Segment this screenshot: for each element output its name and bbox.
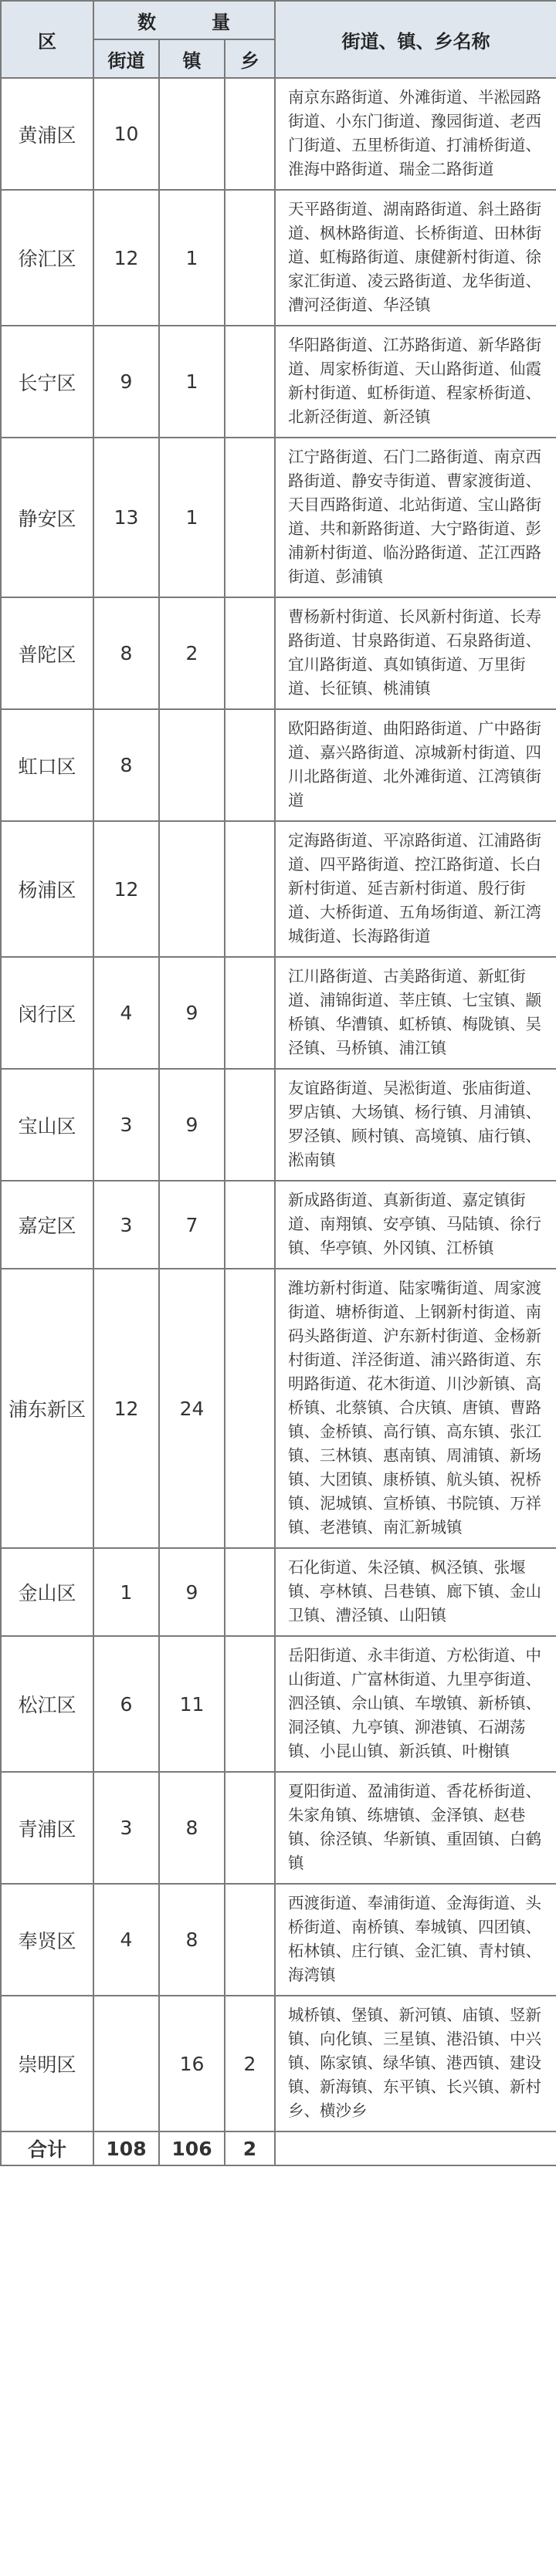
district-cell: 金山区 [1, 1548, 93, 1636]
zhen-count-cell: 9 [159, 957, 225, 1069]
total-row [1, 2131, 556, 2165]
zhen-count-cell: 9 [159, 1548, 225, 1636]
xiang-count-cell [225, 1069, 275, 1181]
table-footer [1, 2131, 556, 2165]
zhen-header: 镇 [159, 39, 225, 78]
zhen-count-cell: 11 [159, 1636, 225, 1772]
table-row [1, 821, 556, 957]
xiang-count-cell [225, 709, 275, 821]
names-cell: 江宁路街道、石门二路街道、南京西路街道、静安寺街道、曹家渡街道、天目西路街道、北站街道、宝山路街道、共和新路街道、大宁路街道、彭浦新村街道、临汾路街道、芷江西路街道、彭浦镇 [275, 438, 556, 597]
names-cell: 天平路街道、湖南路街道、斜土路街道、枫林路街道、长桥街道、田林街道、虹梅路街道、康健新村街道、徐家汇街道、凌云路街道、龙华街道、漕河泾街道、华泾镇 [275, 190, 556, 326]
district-cell: 崇明区 [1, 1996, 93, 2131]
names-cell: 友谊路街道、吴淞街道、张庙街道、罗店镇、大场镇、杨行镇、月浦镇、罗泾镇、顾村镇、高境镇、庙行镇、淞南镇 [275, 1069, 556, 1181]
table-row [1, 1548, 556, 1636]
names-cell: 南京东路街道、外滩街道、半淞园路街道、小东门街道、豫园街道、老西门街道、五里桥街道、打浦桥街道、淮海中路街道、瑞金二路街道 [275, 78, 556, 190]
names-cell: 江川路街道、古美路街道、新虹街道、浦锦街道、莘庄镇、七宝镇、颛桥镇、华漕镇、虹桥镇、梅陇镇、吴泾镇、马桥镇、浦江镇 [275, 957, 556, 1069]
zhen-count-cell: 9 [159, 1069, 225, 1181]
zhen-count-cell: 2 [159, 597, 225, 709]
names-cell: 潍坊新村街道、陆家嘴街道、周家渡街道、塘桥街道、上钢新村街道、南码头路街道、沪东新村街道、金杨新村街道、洋泾街道、浦兴路街道、东明路街道、花木街道、川沙新镇、高桥镇、北蔡镇、合庆镇、唐镇、曹路镇、金桥镇、高行镇、高东镇、张江镇、三林镇、惠南镇、周浦镇、新场镇、大团镇、康桥镇、航头镇、祝桥镇、泥城镇、宣桥镇、书院镇、万祥镇、老港镇、南汇新城镇 [275, 1269, 556, 1548]
total-jiedao: 108 [93, 2131, 159, 2165]
names-header: 街道、镇、乡名称 [275, 1, 556, 78]
zhen-count-cell [159, 709, 225, 821]
xiang-count-cell: 2 [225, 1996, 275, 2131]
names-cell: 曹杨新村街道、长风新村街道、长寿路街道、甘泉路街道、石泉路街道、宜川路街道、真如镇街道、万里街道、长征镇、桃浦镇 [275, 597, 556, 709]
table-row [1, 78, 556, 190]
jiedao-count-cell: 8 [93, 709, 159, 821]
district-cell: 松江区 [1, 1636, 93, 1772]
names-cell: 西渡街道、奉浦街道、金海街道、头桥街道、南桥镇、奉城镇、四团镇、柘林镇、庄行镇、金汇镇、青村镇、海湾镇 [275, 1884, 556, 1996]
jiedao-count-cell: 3 [93, 1069, 159, 1181]
table-row [1, 709, 556, 821]
district-cell: 徐汇区 [1, 190, 93, 326]
district-cell: 虹口区 [1, 709, 93, 821]
jiedao-header: 街道 [93, 39, 159, 78]
names-cell: 石化街道、朱泾镇、枫泾镇、张堰镇、亭林镇、吕巷镇、廊下镇、金山卫镇、漕泾镇、山阳镇 [275, 1548, 556, 1636]
names-cell: 新成路街道、真新街道、嘉定镇街道、南翔镇、安亭镇、马陆镇、徐行镇、华亭镇、外冈镇、江桥镇 [275, 1181, 556, 1269]
table-row [1, 190, 556, 326]
table-row [1, 1884, 556, 1996]
district-cell: 奉贤区 [1, 1884, 93, 1996]
jiedao-count-cell: 4 [93, 957, 159, 1069]
table-row [1, 1181, 556, 1269]
district-cell: 长宁区 [1, 326, 93, 438]
total-label: 合计 [1, 2131, 93, 2165]
district-header: 区 [1, 1, 93, 78]
table-row [1, 1636, 556, 1772]
district-cell: 黄浦区 [1, 78, 93, 190]
xiang-count-cell [225, 190, 275, 326]
table-row [1, 1069, 556, 1181]
total-names [275, 2131, 556, 2165]
xiang-count-cell [225, 821, 275, 957]
xiang-count-cell [225, 326, 275, 438]
xiang-count-cell [225, 957, 275, 1069]
table-body [1, 78, 556, 2131]
names-cell: 城桥镇、堡镇、新河镇、庙镇、竖新镇、向化镇、三星镇、港沿镇、中兴镇、陈家镇、绿华镇、港西镇、建设镇、新海镇、东平镇、长兴镇、新村乡、横沙乡 [275, 1996, 556, 2131]
table-row [1, 326, 556, 438]
names-cell: 定海路街道、平凉路街道、江浦路街道、四平路街道、控江路街道、长白新村街道、延吉新村街道、殷行街道、大桥街道、五角场街道、新江湾城街道、长海路街道 [275, 821, 556, 957]
zhen-count-cell: 1 [159, 190, 225, 326]
zhen-count-cell: 1 [159, 438, 225, 597]
zhen-count-cell: 24 [159, 1269, 225, 1548]
xiang-count-cell [225, 78, 275, 190]
xiang-count-cell [225, 1548, 275, 1636]
jiedao-count-cell: 12 [93, 190, 159, 326]
zhen-count-cell: 8 [159, 1884, 225, 1996]
xiang-count-cell [225, 1884, 275, 1996]
total-xiang: 2 [225, 2131, 275, 2165]
count-group-header: 数 量 [93, 1, 275, 39]
xiang-count-cell [225, 438, 275, 597]
jiedao-count-cell: 3 [93, 1772, 159, 1884]
table-row [1, 597, 556, 709]
jiedao-count-cell: 3 [93, 1181, 159, 1269]
names-cell: 华阳路街道、江苏路街道、新华路街道、周家桥街道、天山路街道、仙霞新村街道、虹桥街道、程家桥街道、北新泾街道、新泾镇 [275, 326, 556, 438]
jiedao-count-cell: 10 [93, 78, 159, 190]
table-row [1, 438, 556, 597]
zhen-count-cell: 7 [159, 1181, 225, 1269]
district-cell: 静安区 [1, 438, 93, 597]
xiang-count-cell [225, 1772, 275, 1884]
zhen-count-cell [159, 78, 225, 190]
district-cell: 杨浦区 [1, 821, 93, 957]
jiedao-count-cell [93, 1996, 159, 2131]
jiedao-count-cell: 4 [93, 1884, 159, 1996]
jiedao-count-cell: 1 [93, 1548, 159, 1636]
xiang-count-cell [225, 1269, 275, 1548]
district-cell: 青浦区 [1, 1772, 93, 1884]
zhen-count-cell [159, 821, 225, 957]
district-cell: 普陀区 [1, 597, 93, 709]
jiedao-count-cell: 13 [93, 438, 159, 597]
zhen-count-cell: 1 [159, 326, 225, 438]
district-cell: 浦东新区 [1, 1269, 93, 1548]
total-zhen: 106 [159, 2131, 225, 2165]
district-cell: 嘉定区 [1, 1181, 93, 1269]
jiedao-count-cell: 12 [93, 821, 159, 957]
district-cell: 闵行区 [1, 957, 93, 1069]
table-row [1, 1269, 556, 1548]
xiang-count-cell [225, 1181, 275, 1269]
table-row [1, 1772, 556, 1884]
jiedao-count-cell: 9 [93, 326, 159, 438]
names-cell: 夏阳街道、盈浦街道、香花桥街道、朱家角镇、练塘镇、金泽镇、赵巷镇、徐泾镇、华新镇、重固镇、白鹤镇 [275, 1772, 556, 1884]
xiang-count-cell [225, 597, 275, 709]
table-row [1, 957, 556, 1069]
zhen-count-cell: 8 [159, 1772, 225, 1884]
table-header [1, 1, 556, 78]
xiang-count-cell [225, 1636, 275, 1772]
table-row [1, 1996, 556, 2131]
xiang-header: 乡 [225, 39, 275, 78]
zhen-count-cell: 16 [159, 1996, 225, 2131]
jiedao-count-cell: 8 [93, 597, 159, 709]
jiedao-count-cell: 6 [93, 1636, 159, 1772]
names-cell: 欧阳路街道、曲阳路街道、广中路街道、嘉兴路街道、凉城新村街道、四川北路街道、北外滩街道、江湾镇街道 [275, 709, 556, 821]
jiedao-count-cell: 12 [93, 1269, 159, 1548]
district-cell: 宝山区 [1, 1069, 93, 1181]
names-cell: 岳阳街道、永丰街道、方松街道、中山街道、广富林街道、九里亭街道、泗泾镇、佘山镇、车墩镇、新桥镇、洞泾镇、九亭镇、泖港镇、石湖荡镇、小昆山镇、新浜镇、叶榭镇 [275, 1636, 556, 1772]
